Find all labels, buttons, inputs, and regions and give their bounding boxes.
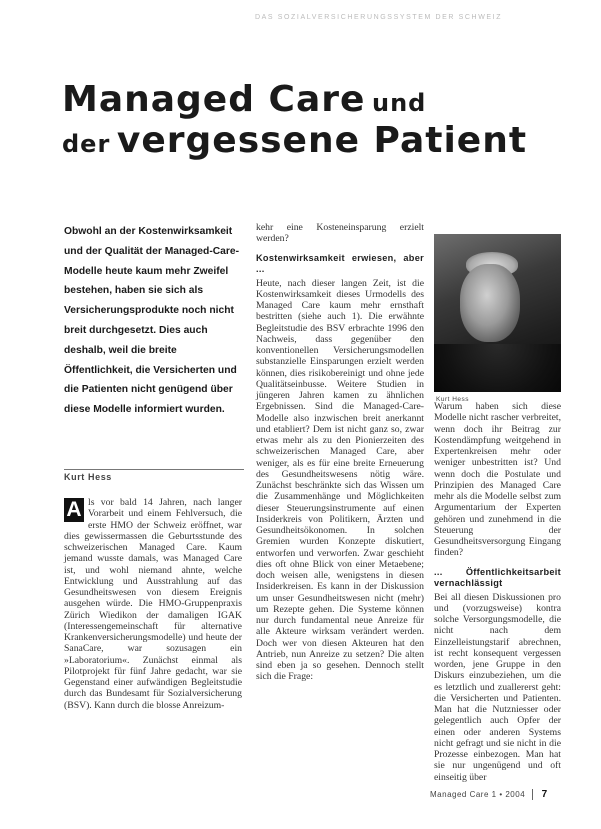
footer-issue: 1 • 2004 xyxy=(491,790,526,799)
drop-cap: A xyxy=(64,498,84,522)
subheading-kostenwirksamkeit: Kostenwirksamkeit erwiesen, aber ... xyxy=(256,252,424,274)
title-managed-care: Managed Care xyxy=(62,79,366,120)
footer-separator xyxy=(532,789,533,800)
body-text-3a: Warum haben sich diese Modelle nicht rascher verbreitet, wenn doch ihr Beitrag zur Kostendämpfung weitgehend in Expertenkreisen mehr oder weniger unbestritten ist? Und wenn doch die Postulate und Prinzipien des Managed Care mehr als die Modelle selbst zum Argumentarium der Experten gehören und zunehmend in die Steuerung der Gesundheitsversorgung Eingang finden? xyxy=(434,401,561,559)
photo-face xyxy=(460,264,520,342)
author-name: Kurt Hess xyxy=(64,472,112,482)
title-und: und xyxy=(372,89,427,117)
photo-caption: Kurt Hess xyxy=(436,396,470,403)
title-der: der xyxy=(62,129,111,158)
title-vergessene-patient: vergessene Patient xyxy=(116,119,528,161)
photo-jacket xyxy=(434,344,561,392)
body-column-2 xyxy=(256,222,424,683)
subheading-oeffentlichkeitsarbeit: ... Öffentlichkeitsarbeit vernachlässigt xyxy=(434,566,561,588)
body-column-3 xyxy=(434,401,561,783)
body-text-2b: Heute, nach dieser langen Zeit, ist die Kostenwirksamkeit dieses Urmodells des Managed Care kaum mehr ernsthaft bestritten (siehe auch 1). Die erwähnte Begleitstudie des BSV erbrachte 1996 den Nachweis, dass gegenüber den konventionellen Versicherungsmodellen substanzielle Einsparungen erzielt werden können, dies risikobereinigt und ohne jede Qualitätseinbusse. Weitere Studien in jüngeren Jahren kamen zu ähnlichen Ergebnissen. Sind die Managed-Care-Modelle also inzwischen breit anerkannt und etabliert? Dem ist nicht ganz so, zwar etwas mehr als zu den Pionierzeiten des schweizerischen Managed Care, aber weniger, als es für eine breite Erneuerung des Gesundheitswesens nötig wäre. Zunächst beschränkte sich das Wissen um die Zusammenhänge und Möglichkeiten dieser Steuerungsinstrumente auf einen Insiderkreis von Politikern, Ärzten und Gesundheitsökonomen. In solchen Gremien wurden Konzepte diskutiert, entworfen und verworfen. Zwar geschieht dies oft ohne Blick von einer Metaebene; doch weisen alle, wenigstens in diesen Insiderkreisen. Es kann in der Diskussion um unser Gesundheitswesen nicht (mehr) um Rezepte gehen. Die Systeme können nur durch fundamental neue Anreize für alle Akteure wirksam verändert werden. Doch wer von diesen Akteuren hat den Antrieb, nun Anreize zu setzen? Die alten sind eben ja so gesehen. Dennoch stellt sich die Frage: xyxy=(256,277,424,683)
page-footer xyxy=(430,789,548,800)
body-text-1: ls vor bald 14 Jahren, nach langer Vorarbeit und einem Fehlversuch, die erste HMO der Schweiz eröffnet, war dies gewissermassen die Geburtsstunde des schweizerischen Managed Care. Kaum jemand wusste damals, was Managed Care ist, und wohl niemand ahnte, welche Entwicklung und Ausstrahlung auf das Gesundheitswesen von diesem Ereignis ausgehen würde. Die HMO-Gruppenpraxis Zürich Wiedikon der damaligen IGAK (Interessengemeinschaft für alternative Krankenversicherungsmodelle) und heute der SanaCare, war sozusagen ein »Laboratorium«. Zunächst einmal als Pilotprojekt für fünf Jahre gedacht, war sie Gegenstand einer aufwändigen Begleitstudie durch das Bundesamt für Sozialversicherung (BSV). Kann durch die blosse Anreizum- xyxy=(64,497,242,711)
body-text-2a: kehr eine Kosteneinsparung erzielt werden? xyxy=(256,222,424,245)
page-number: 7 xyxy=(541,789,548,800)
author-photo xyxy=(434,234,561,392)
lead-paragraph: Obwohl an der Kostenwirksamkeit und der Qualität der Managed-Care-Modelle heute kaum mehr Zweifel bestehen, haben sie sich als Versicherungsprodukte noch nicht breit durchgesetzt. Dies auch deshalb, weil die breite Öffentlichkeit, die Versicherten und die Patienten nicht genügend über diese Modelle informiert wurden. xyxy=(64,226,240,416)
body-text-3b: Bei all diesen Diskussionen pro und (vorzugsweise) kontra solche Versorgungsmodelle, die nicht nach dem Einzelleistungstarif abrechnen, ist recht konsequent vergessen worden, jene Gruppe in den Diskurs einzubeziehen, um die es letztlich und zuallererst geht: die Versicherten und Patienten. Man hat die Nutzniesser oder gelegentlich auch Opfer der einen oder anderen Systems nicht gefragt und sie nicht in die Prozesse einbezogen. Man hat sie nur ungenügend und oft einseitig über xyxy=(434,591,561,783)
footer-magazine: Managed Care xyxy=(430,790,489,799)
author-divider xyxy=(64,469,244,470)
article-title xyxy=(62,80,527,161)
body-column-1 xyxy=(64,497,242,711)
running-header: DAS SOZIALVERSICHERUNGSSYSTEM DER SCHWEIZ xyxy=(255,14,503,21)
